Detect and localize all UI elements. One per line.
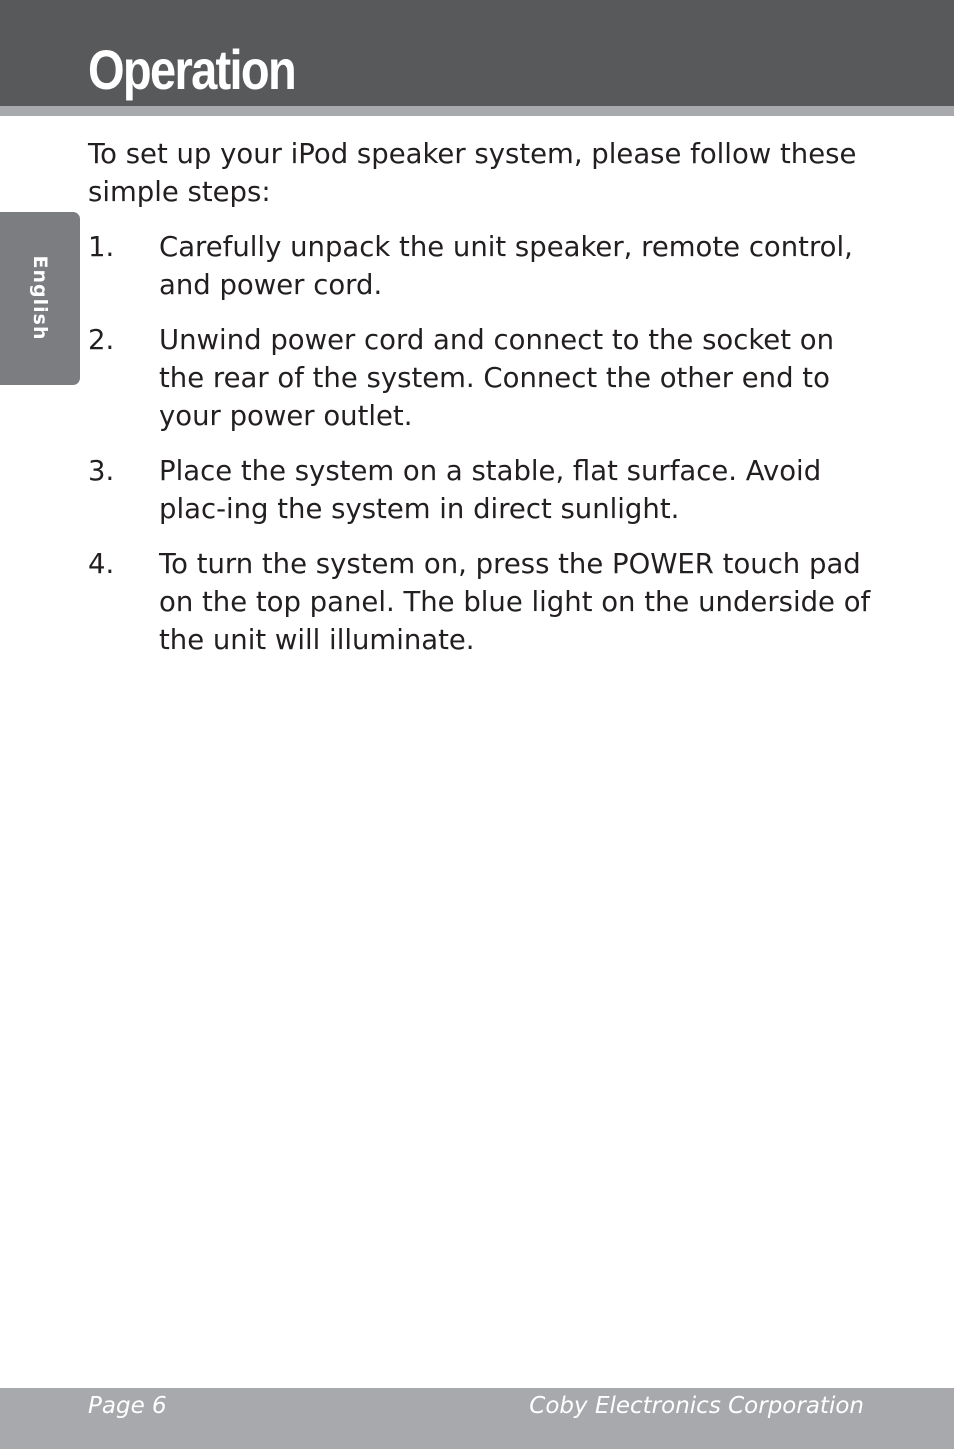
step-item — [88, 452, 878, 528]
step-text: Place the system on a stable, flat surface. Avoid plac-ing the system in direct sunlight. — [159, 455, 822, 525]
step-number: 3. — [88, 455, 115, 487]
step-text: Carefully unpack the unit speaker, remote control, and power cord. — [159, 231, 853, 301]
step-number: 4. — [88, 548, 115, 580]
step-text: To turn the system on, press the POWER touch pad on the top panel. The blue light on the underside of the unit will illuminate. — [159, 548, 871, 656]
step-text: Unwind power cord and connect to the socket on the rear of the system. Connect the other end to your power outlet. — [159, 324, 834, 432]
header-bar — [0, 0, 954, 106]
intro-paragraph: To set up your iPod speaker system, please follow these simple steps: — [88, 138, 857, 208]
page-title: Operation — [88, 38, 296, 101]
step-number: 1. — [88, 231, 115, 263]
page-number: Page 6 — [88, 1393, 167, 1419]
step-item — [88, 321, 878, 435]
step-number: 2. — [88, 324, 115, 356]
language-tab-label: English — [29, 255, 51, 341]
language-tab — [0, 212, 80, 385]
step-item — [88, 228, 878, 304]
main-content — [88, 135, 878, 676]
company-name: Coby Electronics Corporation — [529, 1393, 864, 1419]
steps-list — [88, 228, 878, 659]
header-stripe — [0, 106, 954, 116]
step-item — [88, 545, 878, 659]
